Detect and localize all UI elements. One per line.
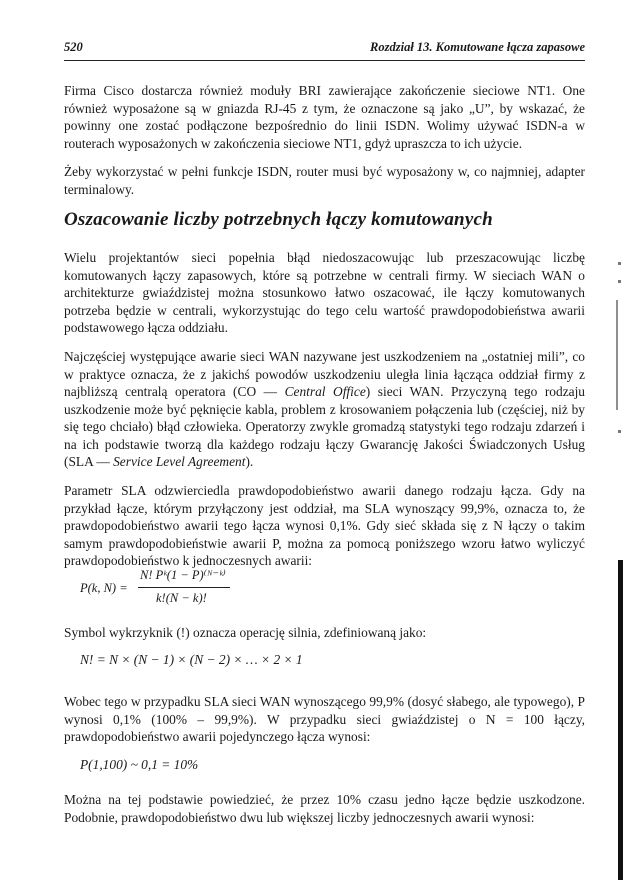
scan-speck (618, 280, 621, 283)
paragraph-text (64, 348, 585, 471)
paragraph-text: Wobec tego w przypadku SLA sieci WAN wynoszącego 99,9% (dosyć słabego, ale typowego), P wynosi 0,1% (100% – 99,9%). W przypadku sieci gwiaździstej o N = 100 łączy, prawdopodobieństwo awarii pojedynczego łącza wynosi: (64, 694, 585, 744)
emphasis-central-office: Central Office (284, 384, 366, 399)
paragraph-7 (64, 693, 585, 746)
paragraph-text: Można na tej podstawie powiedzieć, że przez 10% czasu jedno łącze będzie uszkodzone. Podobnie, prawdopodobieństwo dwu lub większej liczby jednoczesnych awarii wynosi: (64, 792, 585, 825)
formula-denominator: k!(N − k)! (156, 591, 207, 605)
paragraph-text: Żeby wykorzystać w pełni funkcje ISDN, router musi być wyposażony w, co najmniej, adapter terminalowy. (64, 164, 585, 197)
page-number: 520 (64, 40, 83, 54)
text-run: ). (245, 454, 254, 469)
single-failure-formula: P(1,100) ~ 0,1 = 10% (80, 757, 199, 772)
fraction-bar (138, 587, 230, 588)
paragraph-5 (64, 482, 585, 570)
paragraph-text: Parametr SLA odzwierciedla prawdopodobieństwo awarii danego rodzaju łącza. Gdy na przykład łącze, którym przyłączony jest oddział, ma SLA wynoszący 99,9%, oznacza to, że prawdopodobieństwo awarii tego łącza wynosi 0,1%. Gdy sieć składa się z N łączy o takim samym prawdopodobieństwie awarii P, można za pomocą poniższego wzoru łatwo wyliczyć prawdopodobieństwo k jednoczesnych awarii: (64, 483, 585, 568)
text-run: Najczęściej występujące awarie sieci WAN nazywane jest uszkodzeniem na „ostatniej mili”, co w praktyce oznacza, że z jakichś powodów uszkodzeniu uległa linia łącząca oddział firmy z najbliższą centralą operatora (CO — (64, 349, 585, 399)
scan-speck (618, 262, 621, 265)
chapter-title: Rozdział 13. Komutowane łącza zapasowe (370, 40, 585, 54)
text-run: ) sieci WAN. Przyczyną tego rodzaju uszkodzenie może być pęknięcie kabla, problem z krosowaniem połączenia lub (częściej, niż by się tego chciało) błąd człowieka. Operatorzy zwykle gromadzą statystyki tego rodzaju zdarzeń i na ich podstawie tworzą dla każdego rodzaju łączy Gwarancję Jakości Świadczonych Usług (SLA — (64, 384, 586, 469)
formula-numerator: N! Pᵏ(1 − P)⁽ᴺ⁻ᵏ⁾ (140, 568, 226, 582)
paragraph-1 (64, 82, 585, 152)
section-heading: Oszacowanie liczby potrzebnych łączy komutowanych (64, 209, 493, 230)
paragraph-3 (64, 249, 585, 337)
paragraph-text: Wielu projektantów sieci popełnia błąd niedoszacowując lub przeszacowując liczbę komutowanych łączy zapasowych, które są potrzebne w centrali firmy. W sieciach WAN o architekturze gwiaździstej można stosunkowo łatwo oszacować, ile łączy komutowanych potrzeba będzie w centrali, wykorzystując do tego celu wartość prawdopodobieństwa awarii podstawowego łącza oddziału. (64, 250, 585, 335)
scan-edge-shadow (616, 300, 618, 410)
paragraph-4 (64, 348, 585, 471)
factorial-formula: N! = N × (N − 1) × (N − 2) × … × 2 × 1 (80, 652, 303, 667)
scan-edge-shadow (618, 560, 623, 880)
paragraph-2 (64, 163, 585, 198)
formula-lhs: P(k, N) = (80, 581, 128, 595)
probability-formula (80, 567, 240, 613)
emphasis-service-level-agreement: Service Level Agreement (113, 454, 246, 469)
running-header (64, 40, 585, 58)
paragraph-8 (64, 791, 585, 826)
paragraph-text: Symbol wykrzyknik (!) oznacza operację silnia, zdefiniowaną jako: (64, 625, 427, 640)
scan-speck (618, 430, 621, 433)
paragraph-6 (64, 624, 585, 642)
paragraph-text: Firma Cisco dostarcza również moduły BRI zawierające zakończenie sieciowe NT1. One również wyposażone są w gniazda RJ-45 z tym, że oznaczone są jako „U”, by wskazać, że powinny one zostać podłączone bezpośrednio do linii ISDN. Wolimy używać ISDN-a w routerach wyposażonych w zakończenia sieciowe NT1, gdyż upraszcza to ich użycie. (64, 83, 585, 151)
header-rule (64, 60, 585, 61)
